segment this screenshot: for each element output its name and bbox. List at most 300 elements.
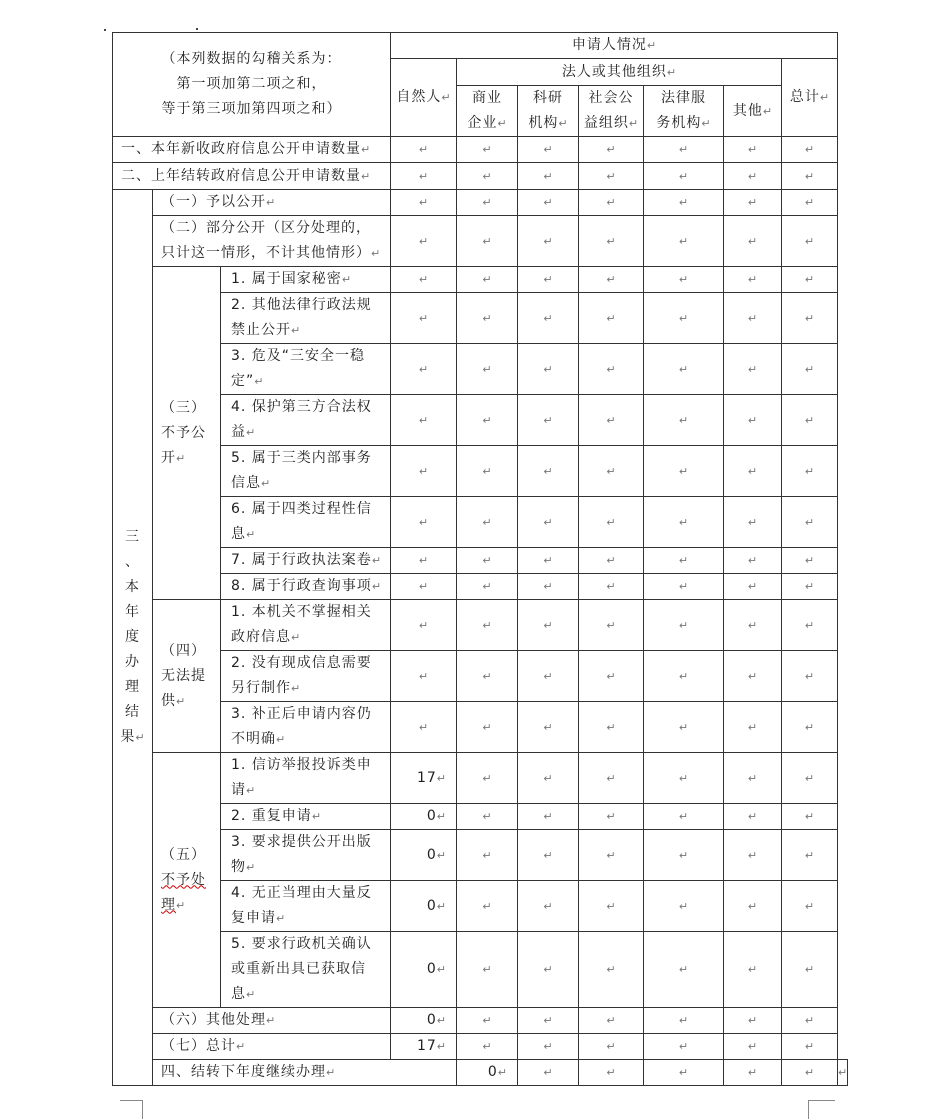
- paragraph-mark: ↵: [606, 143, 616, 156]
- paragraph-mark: ↵: [747, 515, 758, 529]
- table-row: [113, 395, 848, 446]
- paragraph-mark: ↵: [543, 669, 553, 683]
- paragraph-mark: ↵: [543, 234, 553, 248]
- natural-person-value: [391, 190, 457, 216]
- research-institution-value: [518, 497, 579, 548]
- research-institution-value: [518, 163, 579, 190]
- paragraph-mark: ↵: [326, 1066, 336, 1079]
- total-value: [782, 574, 838, 600]
- legal-service-org-value: [644, 881, 724, 932]
- social-welfare-org-value: [579, 830, 644, 881]
- section-3-label: 三 、 本 年 度 办 理 结 果↵: [113, 190, 153, 1086]
- paragraph-mark: ↵: [543, 464, 553, 478]
- table-row: [113, 804, 848, 830]
- natural-person-value: [391, 574, 457, 600]
- sub-section-label: （四） 无法提 供↵: [153, 600, 221, 753]
- social-welfare-org-value: [579, 293, 644, 344]
- row-label: 1. 本机关不掌握相关 政府信息↵: [221, 600, 391, 651]
- total-value: [782, 395, 838, 446]
- other-value: [724, 548, 782, 574]
- paragraph-mark: ↵: [606, 515, 616, 529]
- paragraph-mark: ↵: [606, 1066, 616, 1079]
- other-value: [724, 267, 782, 293]
- paragraph-mark: ↵: [678, 143, 689, 156]
- paragraph-mark: ↵: [482, 169, 492, 183]
- legal-service-org-value: [644, 446, 724, 497]
- research-institution-value: [518, 702, 579, 753]
- research-institution-value: [579, 1060, 644, 1086]
- legal-service-org-value: [644, 932, 724, 1008]
- paragraph-mark: ↵: [371, 580, 382, 593]
- business-enterprise-value: [457, 190, 518, 216]
- research-institution-value: [518, 881, 579, 932]
- other-value: [724, 932, 782, 1008]
- natural-person-value: [391, 137, 457, 163]
- paragraph-mark: ↵: [747, 848, 758, 862]
- paragraph-mark: ↵: [361, 169, 371, 183]
- paragraph-mark: ↵: [341, 273, 352, 286]
- page-dot: [104, 29, 106, 31]
- paragraph-mark: ↵: [804, 1066, 815, 1079]
- paragraph-mark: ↵: [747, 196, 758, 209]
- table-row: [113, 830, 848, 881]
- paragraph-mark: ↵: [418, 362, 429, 376]
- paragraph-mark: ↵: [246, 528, 256, 541]
- other-value: [724, 446, 782, 497]
- paragraph-mark: ↵: [678, 196, 689, 209]
- natural-person-value: 0↵: [391, 881, 457, 932]
- row-label: 一、本年新收政府信息公开申请数量↵: [113, 137, 391, 163]
- table-row: [113, 267, 848, 293]
- other-value: [724, 344, 782, 395]
- business-enterprise-value: [457, 932, 518, 1008]
- other-value: [724, 137, 782, 163]
- social-welfare-org-value: [579, 804, 644, 830]
- natural-person-value: [391, 548, 457, 574]
- legal-org-header: 法人或其他组织↵: [457, 59, 782, 86]
- research-institution-value: [518, 293, 579, 344]
- table-row: [113, 344, 848, 395]
- paragraph-mark: ↵: [804, 899, 815, 913]
- legal-service-org-value: [644, 1008, 724, 1034]
- margin-corner-mark: [808, 1100, 835, 1119]
- legal-service-org-value: [644, 804, 724, 830]
- paragraph-mark: ↵: [606, 848, 616, 862]
- business-enterprise-value: [457, 267, 518, 293]
- other-value: [724, 163, 782, 190]
- research-institution-value: [518, 267, 579, 293]
- natural-person-value: 0↵: [391, 932, 457, 1008]
- row-label: 1. 信访举报投诉类申 请↵: [221, 753, 391, 804]
- paragraph-mark: ↵: [482, 273, 492, 286]
- paragraph-mark: ↵: [646, 39, 657, 52]
- natural-person-value: 0↵: [391, 1008, 457, 1034]
- paragraph-mark: ↵: [606, 618, 616, 632]
- paragraph-mark: ↵: [482, 1014, 492, 1027]
- table-row: [113, 932, 848, 1008]
- applicant-situation-header: 申请人情况↵: [391, 33, 838, 59]
- paragraph-mark: ↵: [606, 464, 616, 478]
- other-value: [724, 497, 782, 548]
- table-row: [113, 1034, 848, 1060]
- paragraph-mark: ↵: [678, 362, 689, 376]
- table-row: [113, 651, 848, 702]
- row-label: 6. 属于四类过程性信 息↵: [221, 497, 391, 548]
- research-institution-value: [518, 395, 579, 446]
- business-enterprise-value: [457, 804, 518, 830]
- table-row: [113, 1008, 848, 1034]
- business-enterprise-value: [457, 497, 518, 548]
- paragraph-mark: ↵: [678, 464, 689, 478]
- total-value: [838, 1060, 848, 1086]
- legal-service-org-value: [644, 216, 724, 267]
- paragraph-mark: ↵: [543, 580, 553, 593]
- paragraph-mark: ↵: [497, 117, 507, 130]
- paragraph-mark: ↵: [436, 1040, 446, 1053]
- paragraph-mark: ↵: [436, 848, 446, 862]
- business-enterprise-value: [457, 702, 518, 753]
- research-institution-value: [518, 216, 579, 267]
- paragraph-mark: ↵: [804, 1040, 815, 1053]
- legal-service-org-header: 法律服 务机构↵: [644, 86, 724, 137]
- paragraph-mark: ↵: [176, 451, 186, 465]
- paragraph-mark: ↵: [628, 117, 639, 130]
- row-label: 2. 重复申请↵: [221, 804, 391, 830]
- natural-person-value: [391, 267, 457, 293]
- paragraph-mark: ↵: [678, 234, 689, 248]
- research-institution-value: [518, 344, 579, 395]
- paragraph-mark: ↵: [747, 311, 758, 325]
- paragraph-mark: ↵: [543, 273, 553, 286]
- paragraph-mark: ↵: [482, 413, 492, 427]
- other-value: [724, 190, 782, 216]
- social-welfare-org-value: [579, 395, 644, 446]
- paragraph-mark: ↵: [606, 273, 616, 286]
- paragraph-mark: ↵: [291, 631, 301, 644]
- other-value: [724, 395, 782, 446]
- other-value: [724, 881, 782, 932]
- other-value: [724, 293, 782, 344]
- paragraph-mark: ↵: [701, 117, 711, 130]
- note-line: 第一项加第二项之和，: [176, 76, 327, 92]
- table-row: [113, 163, 848, 190]
- paragraph-mark: ↵: [246, 988, 256, 1001]
- legal-service-org-value: [644, 190, 724, 216]
- paragraph-mark: ↵: [606, 169, 616, 183]
- legal-service-org-value: [644, 137, 724, 163]
- social-welfare-org-value: [579, 163, 644, 190]
- other-value: [724, 702, 782, 753]
- total-value: [782, 497, 838, 548]
- social-welfare-org-value: [579, 137, 644, 163]
- business-enterprise-value: [457, 600, 518, 651]
- paragraph-mark: ↵: [804, 771, 815, 785]
- paragraph-mark: ↵: [747, 273, 758, 286]
- paragraph-mark: ↵: [606, 362, 616, 376]
- paragraph-mark: ↵: [482, 899, 492, 913]
- social-welfare-org-value: [579, 600, 644, 651]
- business-enterprise-value: [457, 293, 518, 344]
- paragraph-mark: ↵: [606, 963, 616, 976]
- social-welfare-org-value: [579, 344, 644, 395]
- paragraph-mark: ↵: [804, 1014, 815, 1027]
- paragraph-mark: ↵: [254, 375, 264, 388]
- paragraph-mark: ↵: [482, 143, 492, 156]
- total-value: [782, 600, 838, 651]
- table-row: [113, 574, 848, 600]
- total-value: [782, 932, 838, 1008]
- table-row: [113, 753, 848, 804]
- total-value: [782, 830, 838, 881]
- table-row: [113, 881, 848, 932]
- paragraph-mark: ↵: [418, 618, 429, 632]
- business-enterprise-value: [457, 651, 518, 702]
- paragraph-mark: ↵: [747, 618, 758, 632]
- paragraph-mark: ↵: [418, 720, 429, 734]
- legal-service-org-value: [644, 651, 724, 702]
- other-value: [724, 574, 782, 600]
- natural-person-value: [391, 702, 457, 753]
- paragraph-mark: ↵: [311, 810, 322, 823]
- total-value: [782, 190, 838, 216]
- paragraph-mark: ↵: [543, 1040, 553, 1053]
- row-label: （七）总计↵: [153, 1034, 391, 1060]
- social-welfare-org-value: [579, 753, 644, 804]
- paragraph-mark: ↵: [266, 1014, 276, 1027]
- natural-person-header: 自然人↵: [391, 59, 457, 137]
- research-institution-value: [518, 932, 579, 1008]
- research-institution-value: [518, 830, 579, 881]
- paragraph-mark: ↵: [482, 669, 492, 683]
- paragraph-mark: ↵: [747, 669, 758, 683]
- paragraph-mark: ↵: [543, 1014, 553, 1027]
- paragraph-mark: ↵: [482, 771, 492, 785]
- legal-service-org-value: [644, 548, 724, 574]
- paragraph-mark: ↵: [747, 464, 758, 478]
- paragraph-mark: ↵: [543, 413, 553, 427]
- row-label: 3. 要求提供公开出版 物↵: [221, 830, 391, 881]
- sub-section-label: （三） 不予公 开↵: [153, 267, 221, 600]
- paragraph-mark: ↵: [678, 848, 689, 862]
- social-welfare-org-value: [579, 1008, 644, 1034]
- paragraph-mark: ↵: [246, 784, 256, 797]
- paragraph-mark: ↵: [678, 554, 689, 567]
- paragraph-mark: ↵: [678, 515, 689, 529]
- social-welfare-org-value: [579, 267, 644, 293]
- paragraph-mark: ↵: [747, 1040, 758, 1053]
- paragraph-mark: ↵: [804, 963, 815, 976]
- paragraph-mark: ↵: [606, 720, 616, 734]
- paragraph-mark: ↵: [606, 413, 616, 427]
- paragraph-mark: ↵: [606, 580, 616, 593]
- paragraph-mark: ↵: [482, 311, 492, 325]
- research-institution-header: 科研 机构↵: [518, 86, 579, 137]
- paragraph-mark: ↵: [747, 413, 758, 427]
- paragraph-mark: ↵: [482, 963, 492, 976]
- table-body: [113, 33, 848, 1086]
- total-value: [782, 881, 838, 932]
- table-row: [113, 600, 848, 651]
- business-enterprise-value: [457, 163, 518, 190]
- paragraph-mark: ↵: [543, 848, 553, 862]
- paragraph-mark: ↵: [436, 963, 446, 976]
- table-row: [113, 446, 848, 497]
- paragraph-mark: ↵: [558, 117, 568, 130]
- legal-service-org-value: [644, 830, 724, 881]
- paragraph-mark: ↵: [418, 669, 429, 683]
- row-label: 四、结转下年度继续办理↵: [153, 1060, 457, 1086]
- paragraph-mark: ↵: [747, 720, 758, 734]
- paragraph-mark: ↵: [436, 771, 446, 785]
- social-welfare-org-value: [579, 190, 644, 216]
- paragraph-mark: ↵: [246, 861, 256, 874]
- paragraph-mark: ↵: [804, 618, 815, 632]
- other-value: [724, 600, 782, 651]
- legal-service-org-value: [644, 1034, 724, 1060]
- paragraph-mark: ↵: [678, 720, 689, 734]
- paragraph-mark: ↵: [436, 1014, 446, 1027]
- natural-person-value: [391, 446, 457, 497]
- paragraph-mark: ↵: [747, 580, 758, 593]
- paragraph-mark: ↵: [482, 362, 492, 376]
- natural-person-value: 0↵: [391, 830, 457, 881]
- total-value: [782, 702, 838, 753]
- paragraph-mark: ↵: [176, 694, 186, 708]
- other-value: [782, 1060, 838, 1086]
- row-label: （一）予以公开↵: [153, 190, 391, 216]
- paragraph-mark: ↵: [482, 810, 492, 823]
- paragraph-mark: ↵: [543, 963, 553, 976]
- paragraph-mark: ↵: [678, 1066, 689, 1079]
- business-enterprise-header: 商业 企业↵: [457, 86, 518, 137]
- row-label: 4. 保护第三方合法权 益↵: [221, 395, 391, 446]
- paragraph-mark: ↵: [418, 413, 429, 427]
- paragraph-mark: ↵: [804, 234, 815, 248]
- research-institution-value: [518, 548, 579, 574]
- table-row: [113, 137, 848, 163]
- social-welfare-org-value: [579, 881, 644, 932]
- paragraph-mark: ↵: [804, 720, 815, 734]
- row-label: （二）部分公开（区分处理的， 只计这一情形，不计其他情形）↵: [153, 216, 391, 267]
- total-value: [782, 1034, 838, 1060]
- paragraph-mark: ↵: [838, 1066, 848, 1079]
- total-value: [782, 163, 838, 190]
- other-value: [724, 1034, 782, 1060]
- research-institution-value: [518, 651, 579, 702]
- paragraph-mark: ↵: [543, 515, 553, 529]
- paragraph-mark: ↵: [441, 91, 451, 104]
- paragraph-mark: ↵: [482, 515, 492, 529]
- paragraph-mark: ↵: [678, 618, 689, 632]
- paragraph-mark: ↵: [606, 234, 616, 248]
- natural-person-value: [391, 651, 457, 702]
- paragraph-mark: ↵: [543, 720, 553, 734]
- row-label: 3. 补正后申请内容仍 不明确↵: [221, 702, 391, 753]
- paragraph-mark: ↵: [804, 169, 815, 183]
- paragraph-mark: ↵: [606, 899, 616, 913]
- paragraph-mark: ↵: [482, 234, 492, 248]
- paragraph-mark: ↵: [543, 169, 553, 183]
- paragraph-mark: ↵: [606, 669, 616, 683]
- paragraph-mark: ↵: [747, 362, 758, 376]
- other-value: [724, 830, 782, 881]
- total-value: [782, 344, 838, 395]
- business-enterprise-value: [457, 830, 518, 881]
- paragraph-mark: ↵: [678, 963, 689, 976]
- paragraph-mark: ↵: [418, 464, 429, 478]
- paragraph-mark: ↵: [418, 580, 429, 593]
- paragraph-mark: ↵: [436, 810, 446, 823]
- total-value: [782, 753, 838, 804]
- research-institution-value: [518, 804, 579, 830]
- paragraph-mark: ↵: [543, 143, 553, 156]
- paragraph-mark: ↵: [678, 1040, 689, 1053]
- header-note: [113, 33, 391, 137]
- paragraph-mark: ↵: [291, 324, 301, 337]
- natural-person-value: [391, 216, 457, 267]
- business-enterprise-value: [457, 216, 518, 267]
- paragraph-mark: ↵: [482, 720, 492, 734]
- paragraph-mark: ↵: [678, 899, 689, 913]
- paragraph-mark: ↵: [678, 273, 689, 286]
- paragraph-mark: ↵: [804, 362, 815, 376]
- paragraph-mark: ↵: [418, 234, 429, 248]
- sub-section-label: （五） 不予处 理↵: [153, 753, 221, 1008]
- paragraph-mark: ↵: [606, 196, 616, 209]
- research-institution-value: [518, 574, 579, 600]
- natural-person-value: [391, 395, 457, 446]
- social-welfare-org-value: [579, 574, 644, 600]
- paragraph-mark: ↵: [418, 515, 429, 529]
- paragraph-mark: ↵: [762, 104, 773, 118]
- paragraph-mark: ↵: [482, 618, 492, 632]
- paragraph-mark: ↵: [276, 912, 286, 925]
- table-row: [113, 190, 848, 216]
- paragraph-mark: ↵: [436, 899, 446, 913]
- paragraph-mark: ↵: [804, 143, 815, 156]
- other-value: [724, 216, 782, 267]
- social-welfare-org-value: [579, 932, 644, 1008]
- paragraph-mark: ↵: [236, 1040, 246, 1053]
- table-row: [113, 216, 848, 267]
- legal-service-org-value: [644, 163, 724, 190]
- margin-corner-mark: [120, 1100, 143, 1119]
- business-enterprise-value: [457, 548, 518, 574]
- page-dot: [196, 28, 198, 30]
- research-institution-value: [518, 137, 579, 163]
- paragraph-mark: ↵: [261, 477, 271, 490]
- paragraph-mark: ↵: [804, 311, 815, 325]
- total-value: [782, 293, 838, 344]
- paragraph-mark: ↵: [747, 143, 758, 156]
- paragraph-mark: ↵: [747, 1014, 758, 1027]
- social-welfare-org-header: 社会公 益组织↵: [579, 86, 644, 137]
- table-row: [113, 1060, 848, 1086]
- paragraph-mark: ↵: [678, 580, 689, 593]
- research-institution-value: [518, 1034, 579, 1060]
- table-row: [113, 548, 848, 574]
- paragraph-mark: ↵: [678, 669, 689, 683]
- total-value: [782, 267, 838, 293]
- paragraph-mark: ↵: [482, 554, 492, 567]
- business-enterprise-value: [457, 1034, 518, 1060]
- paragraph-mark: ↵: [418, 311, 429, 325]
- total-value: [782, 216, 838, 267]
- paragraph-mark: ↵: [418, 273, 429, 286]
- research-institution-value: [518, 753, 579, 804]
- paragraph-mark: ↵: [135, 731, 145, 744]
- natural-person-value: [391, 344, 457, 395]
